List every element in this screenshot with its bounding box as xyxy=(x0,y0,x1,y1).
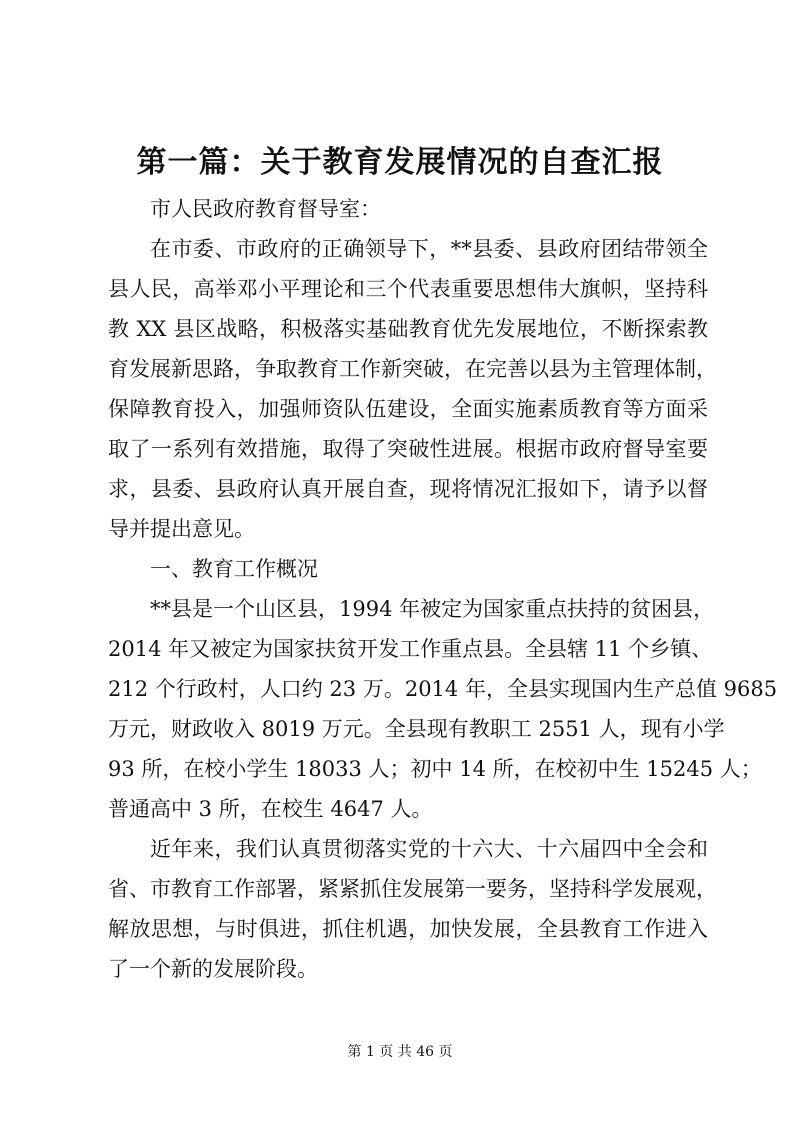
paragraph-line: 近年来，我们认真贯彻落实党的十六大、十六届四中全会和 xyxy=(150,837,708,861)
paragraph-line: 县人民，高举邓小平理论和三个代表重要思想伟大旗帜，坚持科 xyxy=(108,277,708,301)
paragraph-line: 2014 年又被定为国家扶贫开发工作重点县。全县辖 11 个乡镇、 xyxy=(108,637,713,661)
paragraph-line: 教 XX 县区战略，积极落实基础教育优先发展地位，不断探索教 xyxy=(108,317,708,341)
page-footer: 第 1 页 共 46 页 xyxy=(347,1044,453,1060)
paragraph-line: 求，县委、县政府认真开展自查，现将情况汇报如下，请予以督 xyxy=(108,477,708,501)
paragraph-line: 普通高中 3 所，在校生 4647 人。 xyxy=(108,797,433,821)
paragraph-line: 取了一系列有效措施，取得了突破性进展。根据市政府督导室要 xyxy=(108,437,708,461)
paragraph-line: 93 所，在校小学生 18033 人；初中 14 所，在校初中生 15245 人； xyxy=(108,757,762,781)
section-heading: 一、教育工作概况 xyxy=(150,557,318,581)
paragraph-line: 万元，财政收入 8019 万元。全县现有教职工 2551 人，现有小学 xyxy=(108,717,725,741)
paragraph-line: 在市委、市政府的正确领导下，**县委、县政府团结带领全 xyxy=(150,237,708,261)
paragraph-line: 省、市教育工作部署，紧紧抓住发展第一要务，坚持科学发展观， xyxy=(108,877,717,901)
paragraph-line: 解放思想，与时俱进，抓住机遇，加快发展，全县教育工作进入 xyxy=(108,917,708,941)
paragraph-line: 了一个新的发展阶段。 xyxy=(108,957,318,981)
salutation: 市人民政府教育督导室： xyxy=(150,197,381,221)
paragraph-line: **县是一个山区县，1994 年被定为国家重点扶持的贫困县， xyxy=(150,597,715,621)
paragraph-line: 保障教育投入，加强师资队伍建设，全面实施素质教育等方面采 xyxy=(108,397,708,421)
paragraph-line: 212 个行政村，人口约 23 万。2014 年，全县实现国内生产总值 9685 xyxy=(108,677,778,701)
paragraph-line: 导并提出意见。 xyxy=(108,517,255,541)
paragraph-line: 育发展新思路，争取教育工作新突破，在完善以县为主管理体制， xyxy=(108,357,717,381)
document-title: 第一篇：关于教育发展情况的自查汇报 xyxy=(136,145,664,180)
